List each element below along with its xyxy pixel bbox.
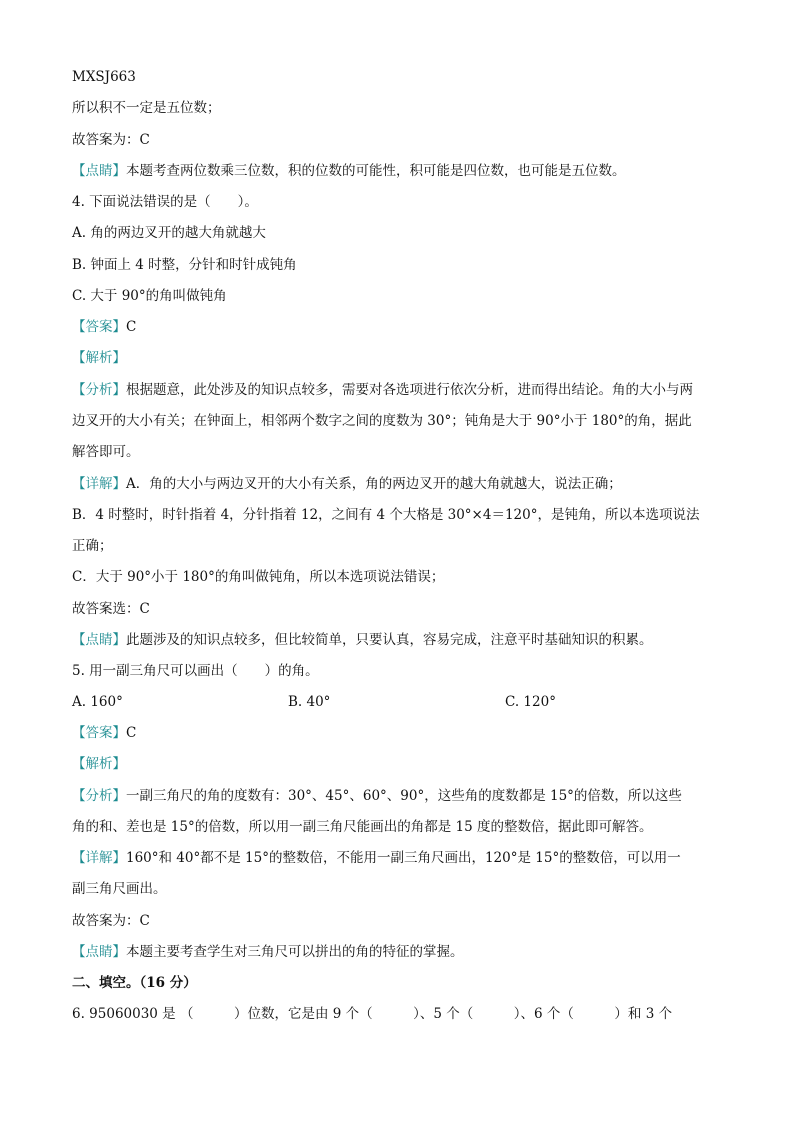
q3-comment [72, 162, 722, 180]
q5-xiangjie-line-2: 副三角尺画出。 [72, 881, 167, 897]
q5-option-b: B. 40° [288, 694, 331, 710]
q5-answer [72, 724, 722, 742]
q4-xiangjie-line-3: 正确； [72, 538, 113, 554]
q3-text-line: 所以积不一定是五位数； [72, 100, 221, 116]
xiangjie-tag: 【详解】 [72, 850, 126, 866]
fenxi-text: 根据题意，此处涉及的知识点较多，需要对各选项进行依次分析，进而得出结论。角的大小与两 [126, 382, 693, 398]
answer-value: C [126, 319, 137, 335]
answer-value: C [126, 725, 137, 741]
xiangjie-text: 160°和 40°都不是 15°的整数倍，不能用一副三角尺画出，120°是 15°的整数倍，可以用一 [126, 850, 681, 866]
q5-analysis-tag: 【解析】 [72, 756, 126, 772]
q5-conclusion: 故答案为：C [72, 913, 150, 929]
q5-xiangjie-line-1 [72, 849, 722, 867]
comment-text: 本题考查两位数乘三位数，积的位数的可能性，积可能是四位数，也可能是五位数。 [126, 163, 626, 179]
q4-option-b: B. 钟面上 4 时整，分针和时针成钝角 [72, 257, 297, 273]
q6-stem: 6. 95060030 是 （ ）位数，它是由 9 个（ ）、5 个（ ）、6 个（ ）和 3 个 [72, 1006, 673, 1022]
q4-conclusion: 故答案选：C [72, 601, 150, 617]
q5-stem: 5. 用一副三角尺可以画出（ ）的角。 [72, 663, 319, 679]
comment-tag: 【点睛】 [72, 163, 126, 179]
fenxi-text: 一副三角尺的角的度数有：30°、45°、60°、90°，这些角的度数都是 15°的倍数，所以这些 [126, 788, 682, 804]
q5-comment [72, 943, 722, 961]
q4-fenxi-line-3: 解答即可。 [72, 444, 140, 460]
q5-fenxi-line-1 [72, 787, 722, 805]
q3-conclusion: 故答案为：C [72, 132, 150, 148]
q4-xiangjie-line-1 [72, 475, 722, 493]
q4-fenxi-line-1 [72, 381, 722, 399]
comment-tag: 【点睛】 [72, 632, 126, 648]
q5-option-c: C. 120° [505, 694, 556, 710]
q4-xiangjie-line-2: B．4 时整时，时针指着 4，分针指着 12，之间有 4 个大格是 30°×4＝120°，是钝角，所以本选项说法 [72, 507, 700, 523]
q4-fenxi-line-2: 边叉开的大小有关；在钟面上，相邻两个数字之间的度数为 30°；钝角是大于 90°小于 180°的角，据此 [72, 413, 692, 429]
answer-tag: 【答案】 [72, 725, 126, 741]
answer-tag: 【答案】 [72, 319, 126, 335]
q4-option-a: A. 角的两边叉开的越大角就越大 [72, 225, 266, 241]
doc-code: MXSJ663 [72, 69, 136, 85]
fenxi-tag: 【分析】 [72, 788, 126, 804]
xiangjie-tag: 【详解】 [72, 476, 126, 492]
comment-tag: 【点睛】 [72, 944, 126, 960]
q4-xiangjie-line-4: C．大于 90°小于 180°的角叫做钝角，所以本选项说法错误； [72, 569, 445, 585]
q5-fenxi-line-2: 角的和、差也是 15°的倍数，所以用一副三角尺能画出的角都是 15 度的整数倍，据此即可解答。 [72, 819, 653, 835]
fenxi-tag: 【分析】 [72, 382, 126, 398]
xiangjie-text: A．角的大小与两边叉开的大小有关系，角的两边叉开的越大角就越大，说法正确； [126, 476, 622, 492]
comment-text: 此题涉及的知识点较多，但比较简单，只要认真，容易完成，注意平时基础知识的积累。 [126, 632, 653, 648]
q4-comment [72, 631, 722, 649]
q5-option-a: A. 160° [72, 694, 123, 710]
q4-analysis-tag: 【解析】 [72, 350, 126, 366]
q4-option-c: C. 大于 90°的角叫做钝角 [72, 288, 227, 304]
q4-stem: 4. 下面说法错误的是（ ）。 [72, 194, 258, 210]
q4-answer [72, 318, 722, 336]
section-title: 二、填空。（16 分） [72, 975, 197, 991]
comment-text: 本题主要考查学生对三角尺可以拼出的角的特征的掌握。 [126, 944, 464, 960]
